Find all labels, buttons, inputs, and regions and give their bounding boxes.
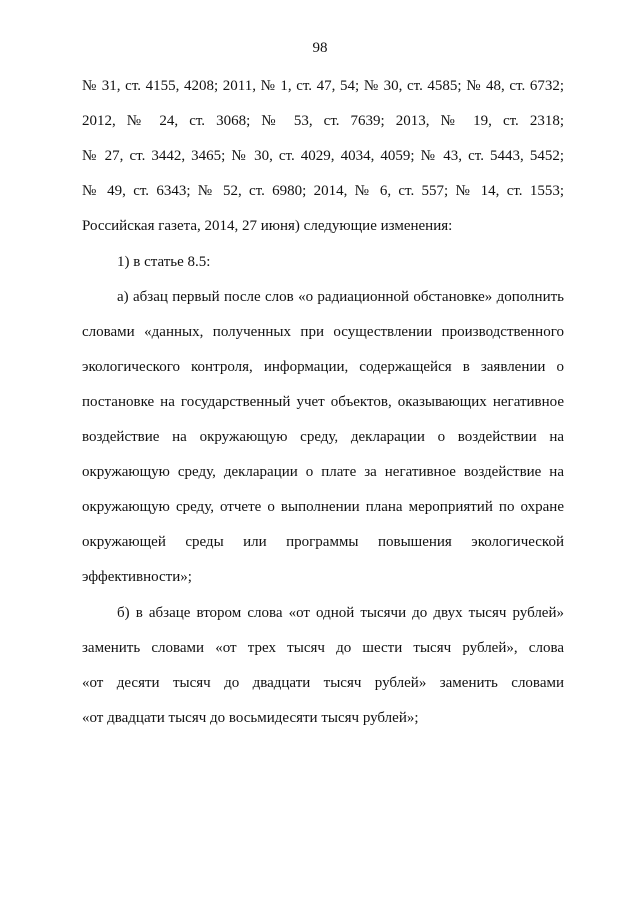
text-line: словами «данных, полученных при осуществлении производственного bbox=[82, 324, 564, 340]
text-line: № 49, ст. 6343; № 52, ст. 6980; 2014, № 6, ст. 557; № 14, ст. 1553; bbox=[82, 183, 564, 199]
page-number: 98 bbox=[312, 40, 328, 56]
paragraph-a-first-line: а) абзац первый после слов «о радиационной обстановке» дополнить bbox=[117, 289, 564, 305]
text-line: окружающую среду, отчете о выполнении плана мероприятий по охране bbox=[82, 499, 564, 515]
text-line: эффективности»; bbox=[82, 569, 192, 585]
text-line: 2012, № 24, ст. 3068; № 53, ст. 7639; 2013, № 19, ст. 2318; bbox=[82, 113, 564, 129]
text-line: № 27, ст. 3442, 3465; № 30, ст. 4029, 4034, 4059; № 43, ст. 5443, 5452; bbox=[82, 148, 564, 164]
text-line: экологического контроля, информации, содержащейся в заявлении о bbox=[82, 359, 564, 375]
list-item-heading: 1) в статье 8.5: bbox=[117, 254, 211, 270]
text-line: воздействие на окружающую среду, декларации о воздействии на bbox=[82, 429, 564, 445]
text-line: окружающей среды или программы повышения экологической bbox=[82, 534, 564, 550]
paragraph-b-first-line: б) в абзаце втором слова «от одной тысячи до двух тысяч рублей» bbox=[117, 605, 564, 621]
text-line: окружающую среду, декларации о плате за негативное воздействие на bbox=[82, 464, 564, 480]
text-line: заменить словами «от трех тысяч до шести тысяч рублей», слова bbox=[82, 640, 564, 656]
text-line: «от десяти тысяч до двадцати тысяч рублей» заменить словами bbox=[82, 675, 564, 691]
text-line: № 31, ст. 4155, 4208; 2011, № 1, ст. 47, 54; № 30, ст. 4585; № 48, ст. 6732; bbox=[82, 78, 564, 94]
text-line: постановке на государственный учет объектов, оказывающих негативное bbox=[82, 394, 564, 410]
text-line: «от двадцати тысяч до восьмидесяти тысяч рублей»; bbox=[82, 710, 419, 726]
text-line: Российская газета, 2014, 27 июня) следующие изменения: bbox=[82, 218, 453, 234]
